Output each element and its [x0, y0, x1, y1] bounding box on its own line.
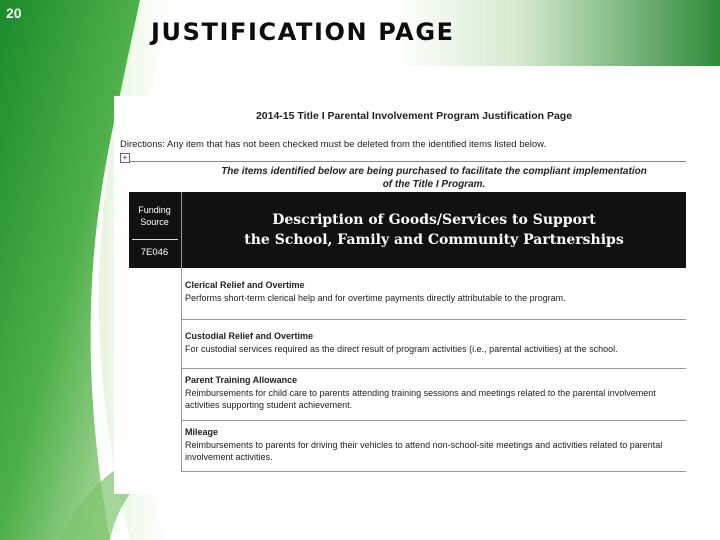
item-name: Clerical Relief and Overtime	[185, 280, 305, 290]
funding-code: 7E046	[140, 247, 169, 258]
item-description: Reimbursements for child care to parents attending training sessions and meetings related to the parental involvement activities supporting student achievement.	[185, 388, 656, 410]
table-row	[129, 421, 686, 472]
funding-source-cell	[129, 192, 180, 268]
table-row	[129, 268, 686, 320]
directions-text: Directions: Any item that has not been checked must be deleted from the identified items listed below.	[120, 139, 547, 150]
expand-icon[interactable]: +	[120, 153, 130, 163]
description-header-line-2: the School, Family and Community Partnerships	[244, 232, 624, 248]
description-header-line-1: Description of Goods/Services to Support	[272, 212, 596, 228]
slide-number: 20	[6, 5, 22, 21]
funding-label-line-1: Funding	[138, 205, 171, 215]
items-table	[129, 192, 686, 472]
intro-text	[174, 165, 694, 191]
intro-line-2: of the Title I Program.	[382, 179, 486, 190]
table-row	[129, 369, 686, 421]
item-name: Parent Training Allowance	[185, 375, 298, 385]
slide-title: JUSTIFICATION PAGE	[151, 18, 455, 46]
table-row	[129, 320, 686, 369]
item-name: Mileage	[185, 427, 219, 437]
item-name: Custodial Relief and Overtime	[185, 331, 314, 341]
funding-source-label	[129, 204, 180, 228]
row-divider	[182, 471, 686, 472]
intro-line-1: The items identified below are being purchased to facilitate the compliant implementation	[221, 166, 647, 177]
item-description: For custodial services required as the direct result of program activities (i.e., parental activities) at the school.	[185, 344, 618, 354]
item-description: Performs short-term clerical help and for overtime payments directly attributable to the program.	[185, 293, 566, 303]
item-description: Reimbursements to parents for driving their vehicles to attend non-school-site meetings and activities related to parental involvement activities.	[185, 440, 663, 462]
funding-label-line-2: Source	[140, 217, 169, 227]
divider	[130, 161, 686, 162]
description-header	[182, 192, 686, 268]
document-title: 2014-15 Title I Parental Involvement Program Justification Page	[255, 110, 573, 122]
justification-document	[114, 96, 714, 494]
funding-code-divider	[132, 239, 178, 240]
